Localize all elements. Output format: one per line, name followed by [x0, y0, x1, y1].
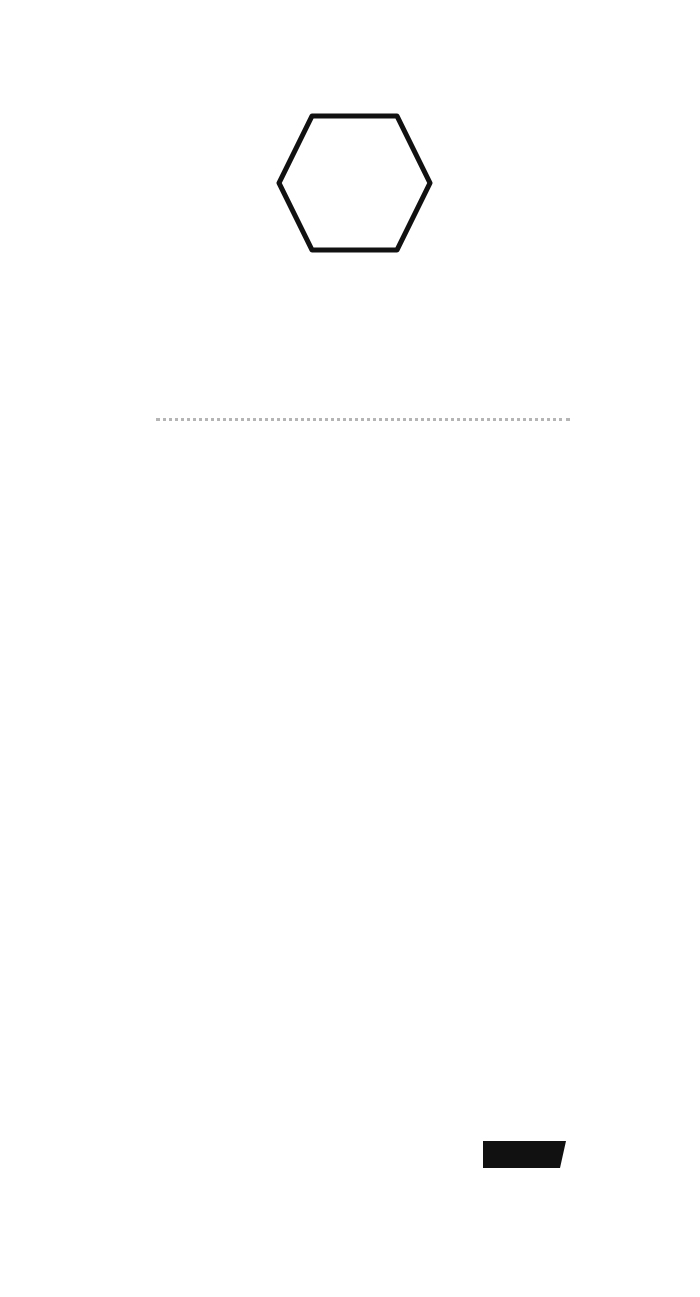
hexagon-seal-icon: [276, 113, 433, 253]
book-tag: [483, 1141, 566, 1168]
book-tag-label: [483, 1141, 560, 1168]
dotted-divider: [156, 418, 570, 421]
answer-seal: [276, 113, 433, 253]
